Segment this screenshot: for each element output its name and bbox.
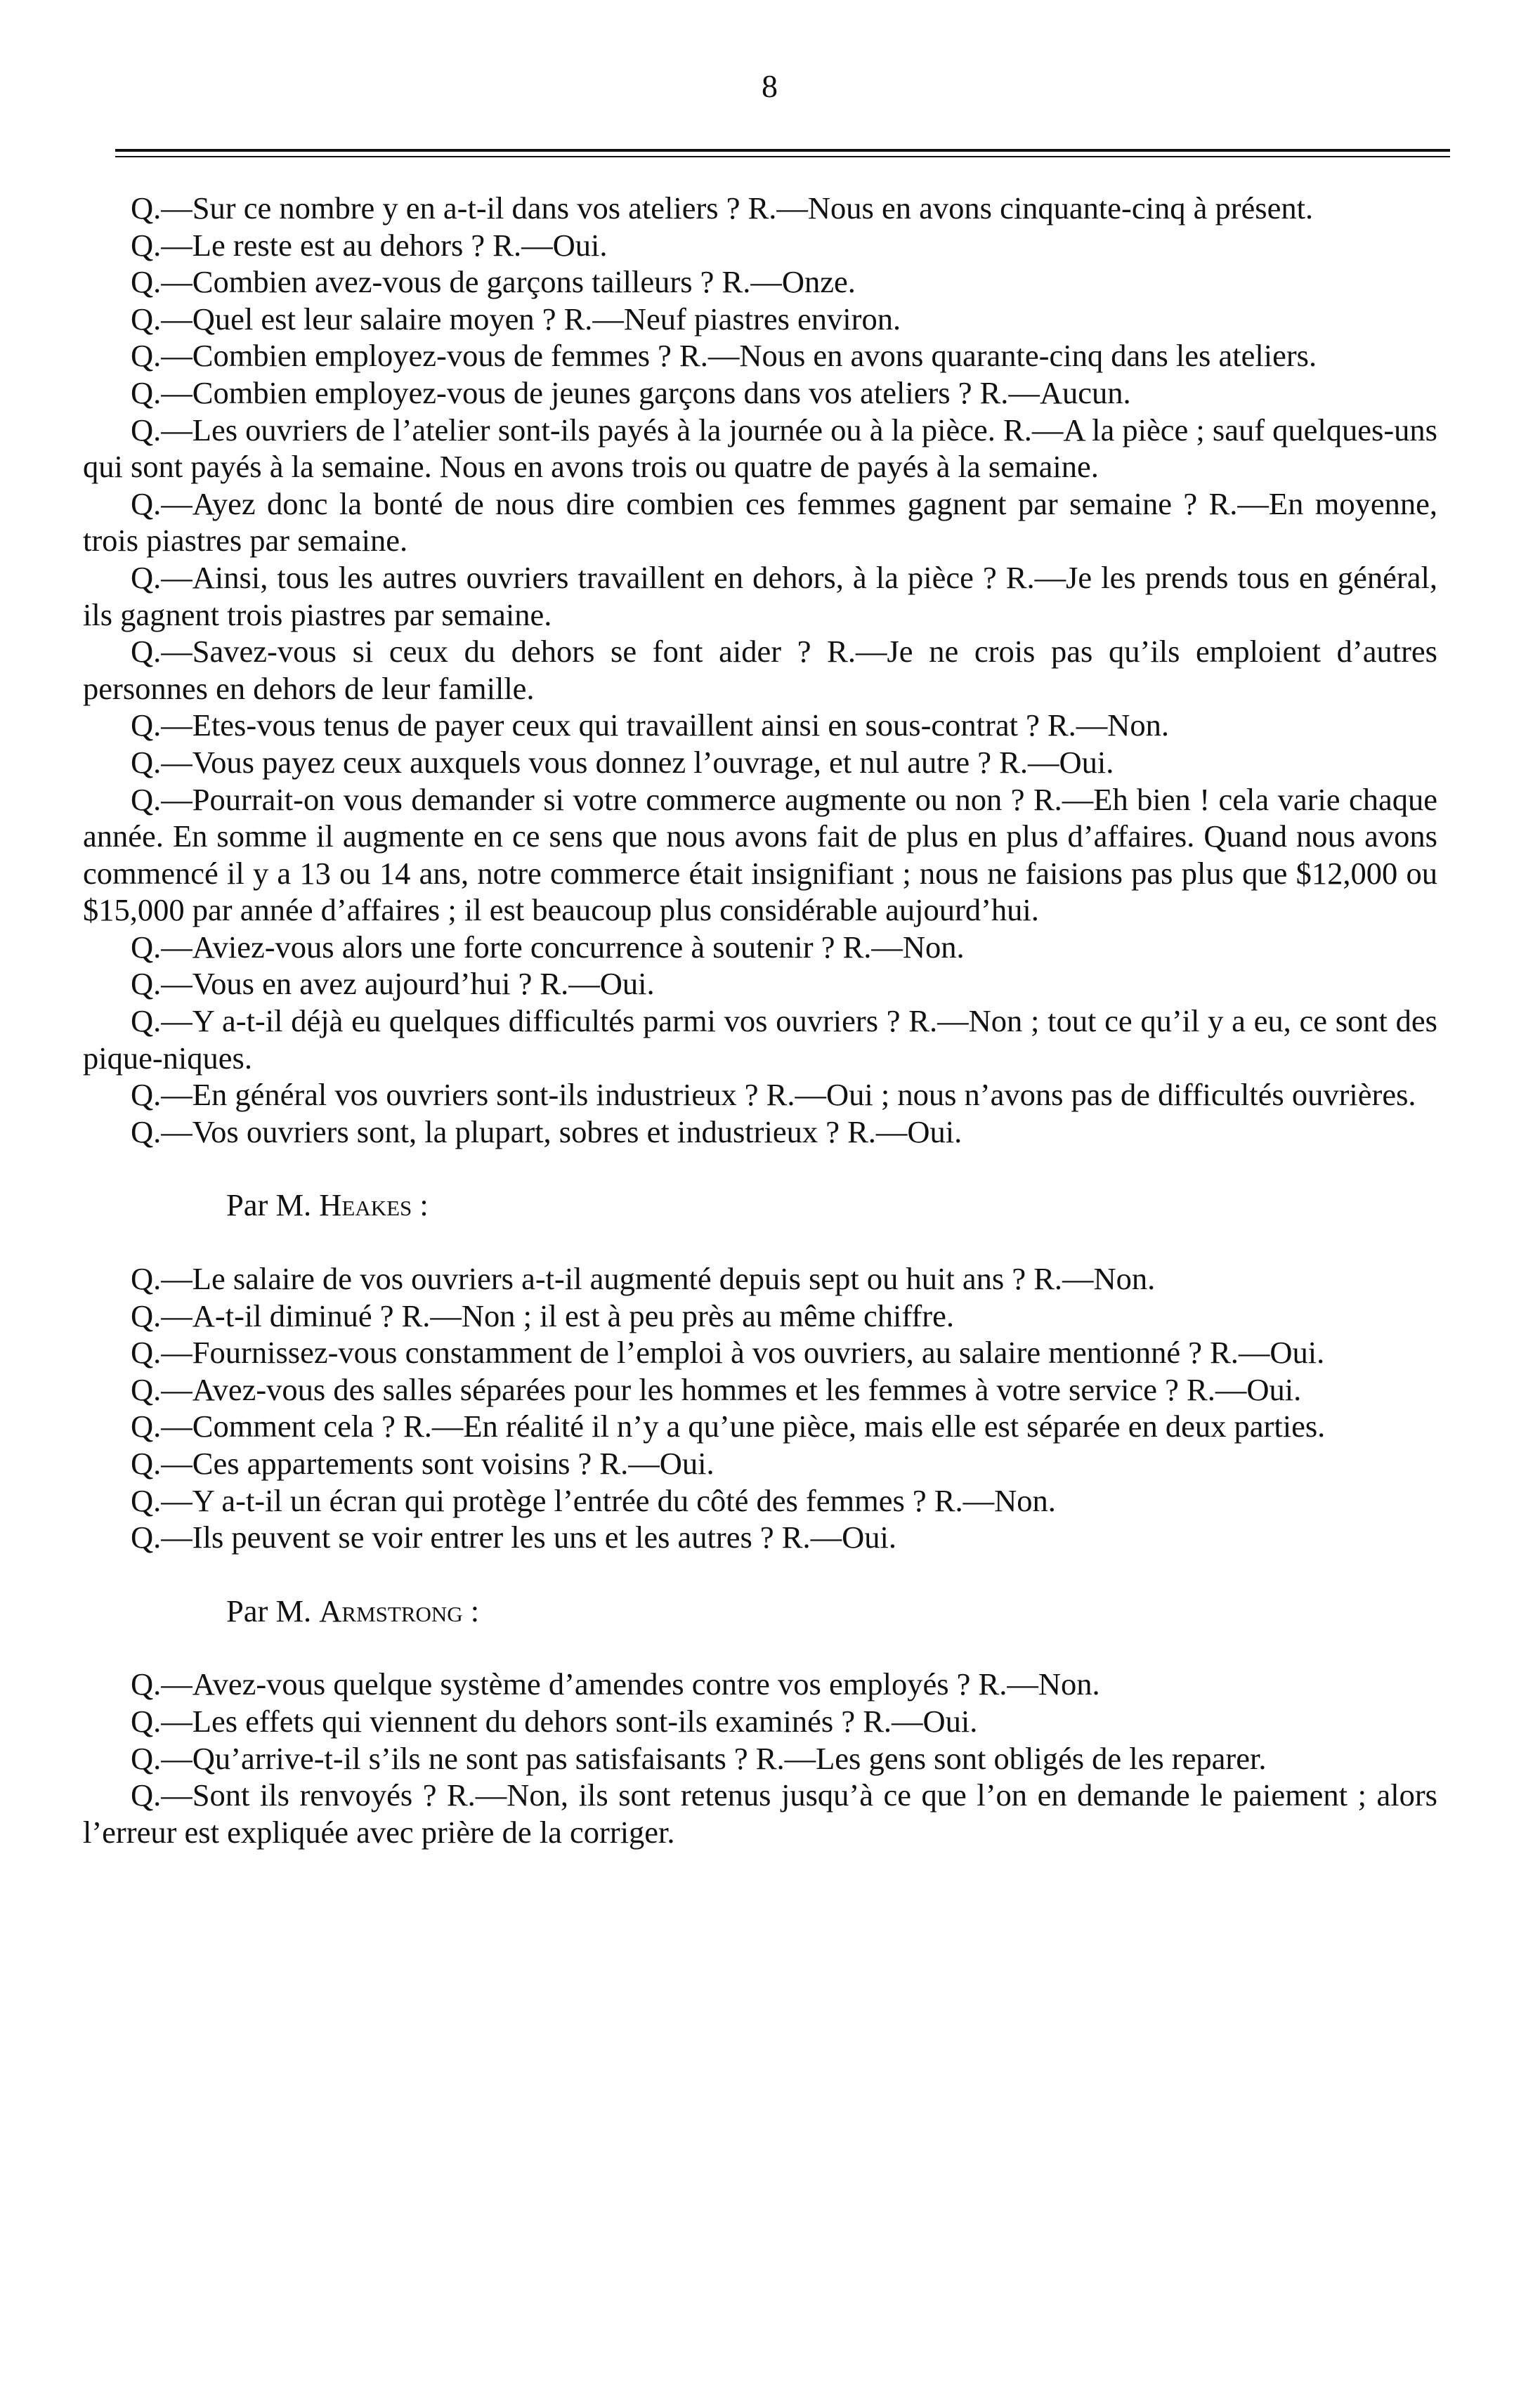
header-rule-bottom — [115, 156, 1450, 157]
paragraph: Q.—Ayez donc la bonté de nous dire combien ces femmes gagnent par semaine ? R.—En moyenne, trois piastres par semaine. — [83, 485, 1437, 559]
paragraph: Q.—Quel est leur salaire moyen ? R.—Neuf piastres environ. — [131, 301, 901, 337]
paragraph: Q.—Savez-vous si ceux du dehors se font aider ? R.—Je ne crois pas qu’ils emploient d’autres personnes en dehors de leur famille. — [83, 634, 1437, 706]
paragraph: Q.—Fournissez-vous constamment de l’emploi à vos ouvriers, au salaire mentionné ? R.—Oui. — [131, 1335, 1325, 1371]
paragraph: Q.—Sur ce nombre y en a-t-il dans vos ateliers ? R.—Nous en avons cinquante-cinq à présent. — [131, 190, 1314, 226]
paragraph: Q.—Ils peuvent se voir entrer les uns et les autres ? R.—Oui. — [131, 1520, 896, 1555]
section-heading-prefix: Par M. — [226, 1593, 320, 1628]
paragraph: Q.—Aviez-vous alors une forte concurrence à soutenir ? R.—Non. — [131, 929, 965, 965]
paragraph: Q.—Qu’arrive-t-il s’ils ne sont pas satisfaisants ? R.—Les gens sont obligés de les reparer. — [131, 1740, 1267, 1776]
paragraph: Q.—Vous en avez aujourd’hui ? R.—Oui. — [131, 966, 655, 1002]
paragraph: Q.—Les effets qui viennent du dehors sont-ils examinés ? R.—Oui. — [131, 1703, 978, 1739]
section-heading-name: Heakes — [319, 1187, 412, 1223]
paragraph: Q.—Le reste est au dehors ? R.—Oui. — [131, 227, 608, 263]
paragraph: Q.—Avez-vous quelque système d’amendes contre vos employés ? R.—Non. — [131, 1666, 1100, 1702]
section-heading-prefix: Par M. — [226, 1187, 320, 1223]
paragraph: Q.—Comment cela ? R.—En réalité il n’y a qu’une pièce, mais elle est séparée en deux parties. — [131, 1409, 1326, 1444]
paragraph: Q.—Avez-vous des salles séparées pour les hommes et les femmes à votre service ? R.—Oui. — [131, 1371, 1302, 1407]
section-heading-armstrong — [83, 1593, 1437, 1630]
paragraph: Q.—Y a-t-il déjà eu quelques difficultés parmi vos ouvriers ? R.—Non ; tout ce qu’il y a eu, ce sont des pique-niques. — [83, 1003, 1437, 1076]
paragraph: Q.—Combien avez-vous de garçons tailleurs ? R.—Onze. — [131, 264, 856, 300]
paragraph: Q.—Les ouvriers de l’atelier sont-ils payés à la journée ou à la pièce. R.—A la pièce ; sauf quelques-uns qui sont payés à la semaine. Nous en avons trois ou quatre de payés à la semaine. — [83, 412, 1437, 485]
section-heading-heakes — [83, 1187, 1437, 1224]
section-heading-suffix: : — [412, 1187, 429, 1223]
paragraph: Q.—Pourrait-on vous demander si votre commerce augmente ou non ? R.—Eh bien ! cela varie chaque année. En somme il augmente en ce sens que nous avons fait de plus en plus d’affaires. Quand nous avons commencé il y a 13 ou 14 ans, notre commerce était insignifiant ; nous ne faisions pas plus que $12,000 ou $15,000 par année d’affaires ; il est beaucoup plus considérable aujourd’hui. — [83, 781, 1437, 928]
paragraph: Q.—Le salaire de vos ouvriers a-t-il augmenté depuis sept ou huit ans ? R.—Non. — [131, 1261, 1156, 1297]
page-number: 8 — [762, 68, 778, 104]
paragraph: Q.—Vous payez ceux auxquels vous donnez l’ouvrage, et nul autre ? R.—Oui. — [131, 744, 1114, 780]
section-heading-name: Armstrong — [319, 1593, 463, 1628]
paragraph: Q.—Etes-vous tenus de payer ceux qui travaillent ainsi en sous-contrat ? R.—Non. — [131, 707, 1170, 743]
paragraph: Q.—Ainsi, tous les autres ouvriers travaillent en dehors, à la pièce ? R.—Je les prends tous en général, ils gagnent trois piastres par semaine. — [83, 559, 1437, 632]
paragraph: Q.—En général vos ouvriers sont-ils industrieux ? R.—Oui ; nous n’avons pas de difficultés ouvrières. — [131, 1077, 1416, 1113]
paragraph: Q.—Combien employez-vous de femmes ? R.—Nous en avons quarante-cinq dans les ateliers. — [131, 338, 1317, 374]
paragraph: Q.—Ces appartements sont voisins ? R.—Oui. — [131, 1446, 714, 1481]
paragraph: Q.—Sont ils renvoyés ? R.—Non, ils sont retenus jusqu’à ce que l’on en demande le paiement ; alors l’erreur est expliquée avec prière de la corriger. — [83, 1777, 1437, 1850]
section-heading-suffix: : — [462, 1593, 480, 1628]
paragraph: Q.—Vos ouvriers sont, la plupart, sobres et industrieux ? R.—Oui. — [131, 1114, 962, 1149]
text-body — [83, 190, 1437, 1850]
paragraph: Q.—Combien employez-vous de jeunes garçons dans vos ateliers ? R.—Aucun. — [131, 374, 1131, 410]
paragraph: Q.—A-t-il diminué ? R.—Non ; il est à peu près au même chiffre. — [131, 1298, 954, 1333]
paragraph: Q.—Y a-t-il un écran qui protège l’entrée du côté des femmes ? R.—Non. — [131, 1482, 1056, 1518]
header-rule-top — [115, 149, 1450, 152]
